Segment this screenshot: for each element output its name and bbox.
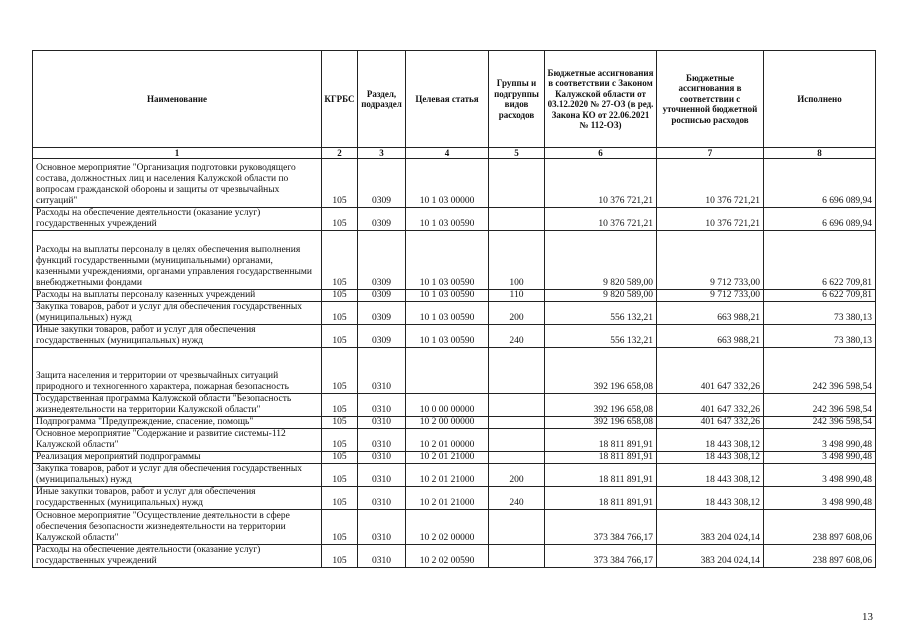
column-number: 3 [358,148,406,159]
row-vid-cell [489,545,545,568]
row-razdel-cell: 0310 [358,487,406,510]
row-name-cell: Иные закупки товаров, работ и услуг для обеспечения государственных (муниципальных) нужд [33,325,322,348]
row-kgrbs-cell: 105 [322,348,358,394]
row-vid-cell: 240 [489,487,545,510]
row-refined-amount-cell: 18 443 308,12 [657,464,764,487]
row-razdel-cell: 0309 [358,231,406,290]
row-refined-amount-cell: 383 204 024,14 [657,545,764,568]
table-row [33,290,876,302]
row-law-amount-cell: 18 811 891,91 [545,429,657,452]
row-statya-cell: 10 1 03 00590 [406,302,489,325]
row-executed-amount-cell: 3 498 990,48 [764,464,876,487]
column-number: 4 [406,148,489,159]
column-number: 5 [489,148,545,159]
header-razdel: Раздел, подраздел [358,51,406,148]
row-vid-cell: 240 [489,325,545,348]
row-law-amount-cell: 18 811 891,91 [545,487,657,510]
page-number: 13 [862,611,873,623]
row-kgrbs-cell: 105 [322,159,358,208]
row-vid-cell [489,452,545,464]
row-statya-cell [406,348,489,394]
row-kgrbs-cell: 105 [322,545,358,568]
header-executed: Исполнено [764,51,876,148]
row-law-amount-cell: 9 820 589,00 [545,231,657,290]
row-executed-amount-cell: 6 622 709,81 [764,231,876,290]
row-executed-amount-cell: 6 622 709,81 [764,290,876,302]
row-kgrbs-cell: 105 [322,325,358,348]
row-razdel-cell: 0309 [358,290,406,302]
row-vid-cell [489,348,545,394]
table-row [33,231,876,290]
row-refined-amount-cell: 18 443 308,12 [657,452,764,464]
row-refined-amount-cell: 383 204 024,14 [657,510,764,545]
row-law-amount-cell: 392 196 658,08 [545,417,657,429]
row-vid-cell [489,208,545,231]
table-row [33,487,876,510]
row-executed-amount-cell: 6 696 089,94 [764,208,876,231]
row-executed-amount-cell: 242 396 598,54 [764,394,876,417]
row-razdel-cell: 0310 [358,510,406,545]
row-kgrbs-cell: 105 [322,452,358,464]
header-law: Бюджетные ассигнования в соответствии с Законом Калужской области от 03.12.2020 № 27-ОЗ (в ред. Закона КО от 22.06.2021 № 112-ОЗ) [545,51,657,148]
row-name-cell: Иные закупки товаров, работ и услуг для обеспечения государственных (муниципальных) нужд [33,487,322,510]
table-row [33,510,876,545]
row-law-amount-cell: 392 196 658,08 [545,348,657,394]
row-name-cell: Защита населения и территории от чрезвычайных ситуаций природного и техногенного характера, пожарная безопасность [33,348,322,394]
table-row [33,429,876,452]
column-numbers-row [33,148,876,159]
row-kgrbs-cell: 105 [322,208,358,231]
row-refined-amount-cell: 401 647 332,26 [657,394,764,417]
row-refined-amount-cell: 401 647 332,26 [657,348,764,394]
row-vid-cell [489,510,545,545]
header-name: Наименование [33,51,322,148]
header-kgrbs: КГРБС [322,51,358,148]
column-number: 2 [322,148,358,159]
row-executed-amount-cell: 238 897 608,06 [764,510,876,545]
row-vid-cell: 200 [489,302,545,325]
table-row [33,208,876,231]
row-law-amount-cell: 556 132,21 [545,302,657,325]
row-name-cell: Основное мероприятие "Осуществление деятельности в сфере обеспечения безопасности жизнедеятельности на территории Калужской области" [33,510,322,545]
row-statya-cell: 10 1 03 00590 [406,208,489,231]
row-law-amount-cell: 10 376 721,21 [545,208,657,231]
row-statya-cell: 10 2 02 00590 [406,545,489,568]
row-law-amount-cell: 10 376 721,21 [545,159,657,208]
row-name-cell: Основное мероприятие "Организация подготовки руководящего состава, должностных лиц и населения Калужской области по вопросам гражданской обороны и защиты от чрезвычайных ситуаций" [33,159,322,208]
row-razdel-cell: 0309 [358,208,406,231]
row-statya-cell: 10 2 01 21000 [406,464,489,487]
row-executed-amount-cell: 73 380,13 [764,302,876,325]
row-statya-cell: 10 1 03 00590 [406,231,489,290]
row-razdel-cell: 0309 [358,159,406,208]
row-statya-cell: 10 2 01 21000 [406,452,489,464]
row-name-cell: Расходы на выплаты персоналу в целях обеспечения выполнения функций государственными (муниципальными) органами, казенными учреждениями, органами управления государственными внебюджетными фондами [33,231,322,290]
row-executed-amount-cell: 73 380,13 [764,325,876,348]
row-vid-cell: 200 [489,464,545,487]
row-law-amount-cell: 18 811 891,91 [545,464,657,487]
row-vid-cell [489,394,545,417]
row-kgrbs-cell: 105 [322,417,358,429]
row-refined-amount-cell: 10 376 721,21 [657,159,764,208]
row-statya-cell: 10 1 03 00000 [406,159,489,208]
row-kgrbs-cell: 105 [322,487,358,510]
row-kgrbs-cell: 105 [322,302,358,325]
budget-table [32,50,876,568]
row-razdel-cell: 0310 [358,394,406,417]
row-razdel-cell: 0309 [358,325,406,348]
row-vid-cell [489,429,545,452]
column-number: 1 [33,148,322,159]
row-law-amount-cell: 18 811 891,91 [545,452,657,464]
row-refined-amount-cell: 10 376 721,21 [657,208,764,231]
row-kgrbs-cell: 105 [322,290,358,302]
column-number: 8 [764,148,876,159]
row-vid-cell: 100 [489,231,545,290]
row-razdel-cell: 0310 [358,429,406,452]
row-vid-cell [489,159,545,208]
header-refined: Бюджетные ассигнования в соответствии с уточненной бюджетной росписью расходов [657,51,764,148]
row-name-cell: Расходы на выплаты персоналу казенных учреждений [33,290,322,302]
row-name-cell: Подпрограмма "Предупреждение, спасение, помощь" [33,417,322,429]
row-law-amount-cell: 373 384 766,17 [545,510,657,545]
column-number: 7 [657,148,764,159]
row-statya-cell: 10 0 00 00000 [406,394,489,417]
header-row [33,51,876,148]
table-row [33,452,876,464]
row-kgrbs-cell: 105 [322,231,358,290]
row-executed-amount-cell: 242 396 598,54 [764,348,876,394]
header-vid: Группы и подгруппы видов расходов [489,51,545,148]
row-law-amount-cell: 392 196 658,08 [545,394,657,417]
table-row [33,417,876,429]
row-refined-amount-cell: 663 988,21 [657,325,764,348]
row-statya-cell: 10 2 02 00000 [406,510,489,545]
table-row [33,325,876,348]
row-name-cell: Расходы на обеспечение деятельности (оказание услуг) государственных учреждений [33,545,322,568]
row-executed-amount-cell: 242 396 598,54 [764,417,876,429]
row-law-amount-cell: 9 820 589,00 [545,290,657,302]
row-executed-amount-cell: 238 897 608,06 [764,545,876,568]
row-executed-amount-cell: 6 696 089,94 [764,159,876,208]
row-statya-cell: 10 2 01 21000 [406,487,489,510]
row-refined-amount-cell: 401 647 332,26 [657,417,764,429]
row-name-cell: Закупка товаров, работ и услуг для обеспечения государственных (муниципальных) нужд [33,302,322,325]
row-kgrbs-cell: 105 [322,510,358,545]
row-refined-amount-cell: 18 443 308,12 [657,487,764,510]
row-vid-cell [489,417,545,429]
table-row [33,302,876,325]
row-refined-amount-cell: 663 988,21 [657,302,764,325]
row-executed-amount-cell: 3 498 990,48 [764,429,876,452]
row-razdel-cell: 0310 [358,417,406,429]
row-kgrbs-cell: 105 [322,394,358,417]
row-razdel-cell: 0310 [358,348,406,394]
row-law-amount-cell: 556 132,21 [545,325,657,348]
row-statya-cell: 10 2 00 00000 [406,417,489,429]
row-executed-amount-cell: 3 498 990,48 [764,452,876,464]
row-razdel-cell: 0310 [358,452,406,464]
table-row [33,159,876,208]
row-razdel-cell: 0310 [358,545,406,568]
table-row [33,348,876,394]
row-statya-cell: 10 1 03 00590 [406,325,489,348]
table-row [33,464,876,487]
row-name-cell: Закупка товаров, работ и услуг для обеспечения государственных (муниципальных) нужд [33,464,322,487]
row-razdel-cell: 0310 [358,464,406,487]
row-kgrbs-cell: 105 [322,464,358,487]
table-row [33,545,876,568]
table-row [33,394,876,417]
row-razdel-cell: 0309 [358,302,406,325]
header-statya: Целевая статья [406,51,489,148]
column-number: 6 [545,148,657,159]
row-kgrbs-cell: 105 [322,429,358,452]
row-statya-cell: 10 1 03 00590 [406,290,489,302]
row-law-amount-cell: 373 384 766,17 [545,545,657,568]
row-vid-cell: 110 [489,290,545,302]
row-name-cell: Реализация мероприятий подпрограммы [33,452,322,464]
row-executed-amount-cell: 3 498 990,48 [764,487,876,510]
row-name-cell: Расходы на обеспечение деятельности (оказание услуг) государственных учреждений [33,208,322,231]
row-name-cell: Основное мероприятие "Содержание и развитие системы-112 Калужской области" [33,429,322,452]
row-name-cell: Государственная программа Калужской области "Безопасность жизнедеятельности на территории Калужской области" [33,394,322,417]
row-refined-amount-cell: 9 712 733,00 [657,231,764,290]
row-refined-amount-cell: 18 443 308,12 [657,429,764,452]
row-statya-cell: 10 2 01 00000 [406,429,489,452]
row-refined-amount-cell: 9 712 733,00 [657,290,764,302]
